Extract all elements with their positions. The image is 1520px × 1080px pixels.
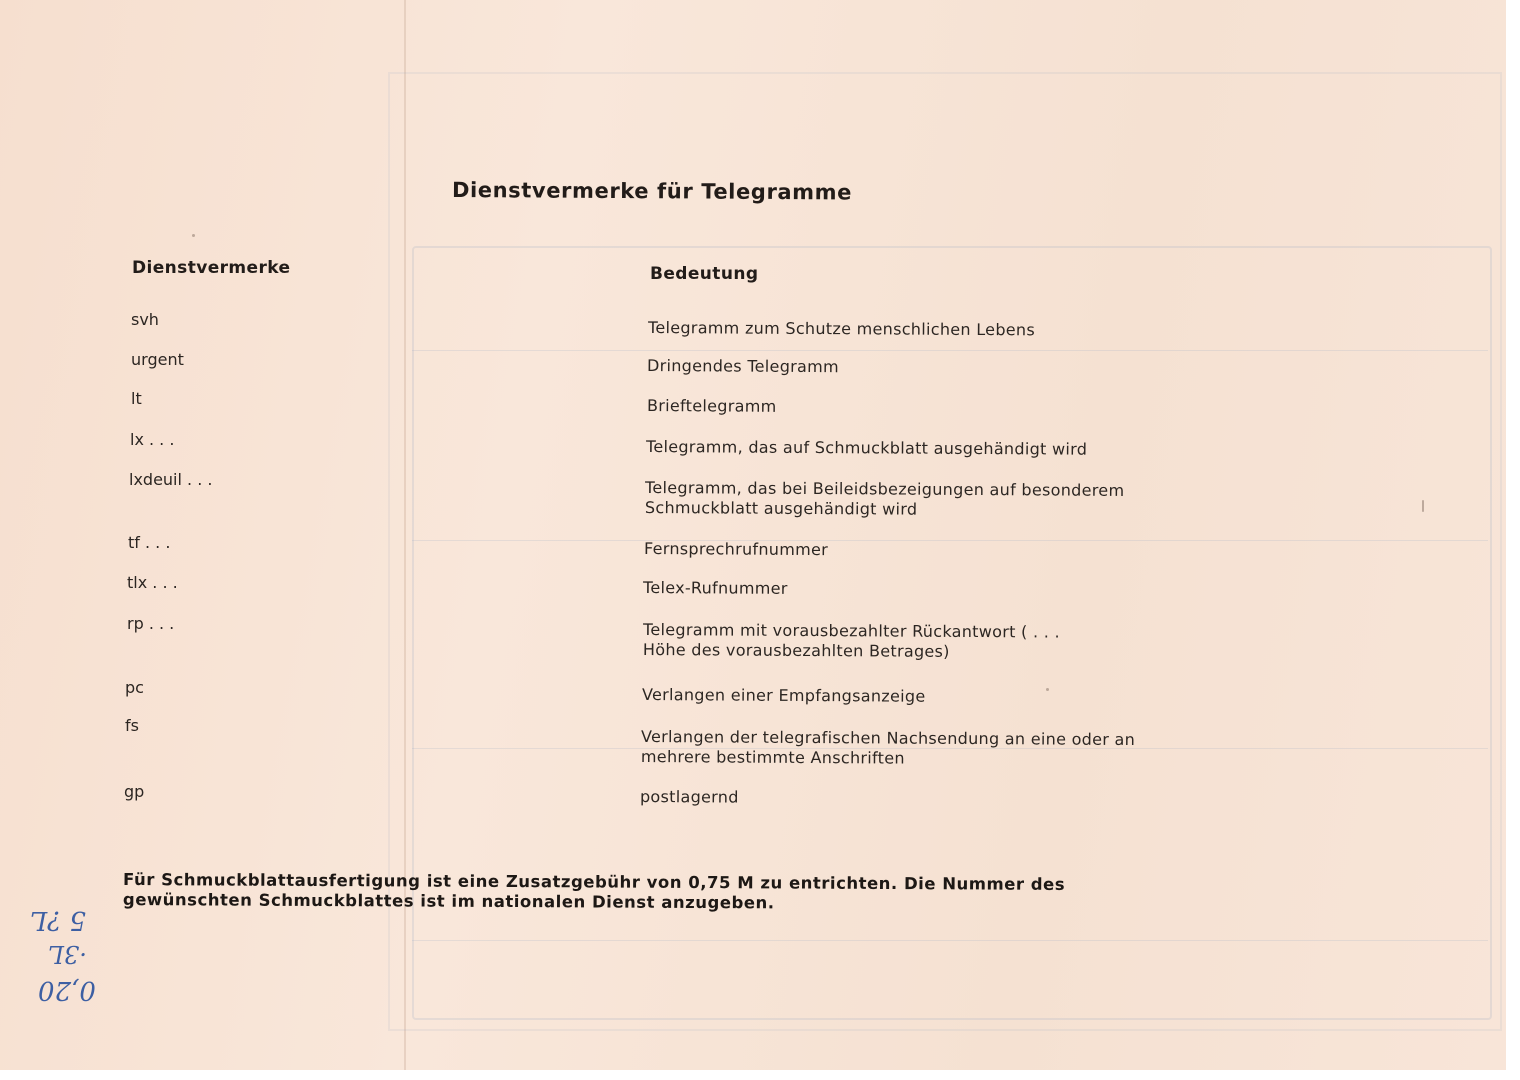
- entry-meaning: Verlangen einer Empfangsanzeige: [641, 685, 926, 706]
- handwritten-note: 0,20: [38, 975, 96, 1005]
- show-through-line: [412, 940, 1488, 941]
- paper-speck: [192, 234, 195, 237]
- footnote: Für Schmuckblattausfertigung ist eine Zusatzgebühr von 0,75 M zu entrichten. Die Nummer des gewünschten Schmuckblattes ist im nationalen Dienst anzugeben.: [122, 870, 1066, 913]
- handwritten-note: ·3L: [48, 940, 87, 968]
- handwritten-note: 5 ?L: [30, 905, 87, 935]
- entry-code: tlx . . .: [127, 573, 178, 592]
- entry-code: svh: [131, 310, 159, 329]
- show-through-line: [412, 540, 1488, 541]
- entry-meaning: Fernsprechrufnummer: [643, 539, 829, 560]
- entry-code: tf . . .: [128, 533, 171, 552]
- entry-meaning: postlagernd: [639, 787, 739, 807]
- entry-code: rp . . .: [127, 614, 175, 633]
- entry-meaning: Telegramm mit vorausbezahlter Rückantwort ( . . . Höhe des vorausbezahlten Betrages): [642, 620, 1060, 661]
- paper-speck: [1422, 500, 1424, 512]
- column-header-meaning: Bedeutung: [650, 264, 759, 284]
- paper-speck: [1046, 688, 1049, 691]
- page-title: Dienstvermerke für Telegramme: [451, 178, 853, 205]
- entry-meaning: Verlangen der telegrafischen Nachsendung an eine oder an mehrere bestimmte Anschriften: [640, 727, 1136, 768]
- show-through-line: [412, 350, 1488, 351]
- entry-code: fs: [125, 716, 139, 735]
- entry-code: gp: [124, 782, 145, 801]
- column-header-code: Dienstvermerke: [132, 258, 291, 278]
- entry-meaning: Brieftelegramm: [646, 396, 777, 416]
- entry-code: lt: [131, 389, 142, 408]
- entry-code: pc: [125, 678, 144, 697]
- entry-meaning: Dringendes Telegramm: [646, 356, 840, 377]
- entry-code: lx . . .: [130, 430, 175, 449]
- entry-code: urgent: [131, 350, 184, 369]
- entry-meaning: Telegramm zum Schutze menschlichen Lebens: [647, 318, 1036, 340]
- entry-meaning: Telex-Rufnummer: [642, 578, 788, 598]
- entry-code: lxdeuil . . .: [129, 470, 213, 489]
- entry-meaning: Telegramm, das auf Schmuckblatt ausgehändigt wird: [645, 437, 1088, 459]
- entry-meaning: Telegramm, das bei Beileidsbezeigungen auf besonderem Schmuckblatt ausgehändigt wird: [644, 478, 1125, 519]
